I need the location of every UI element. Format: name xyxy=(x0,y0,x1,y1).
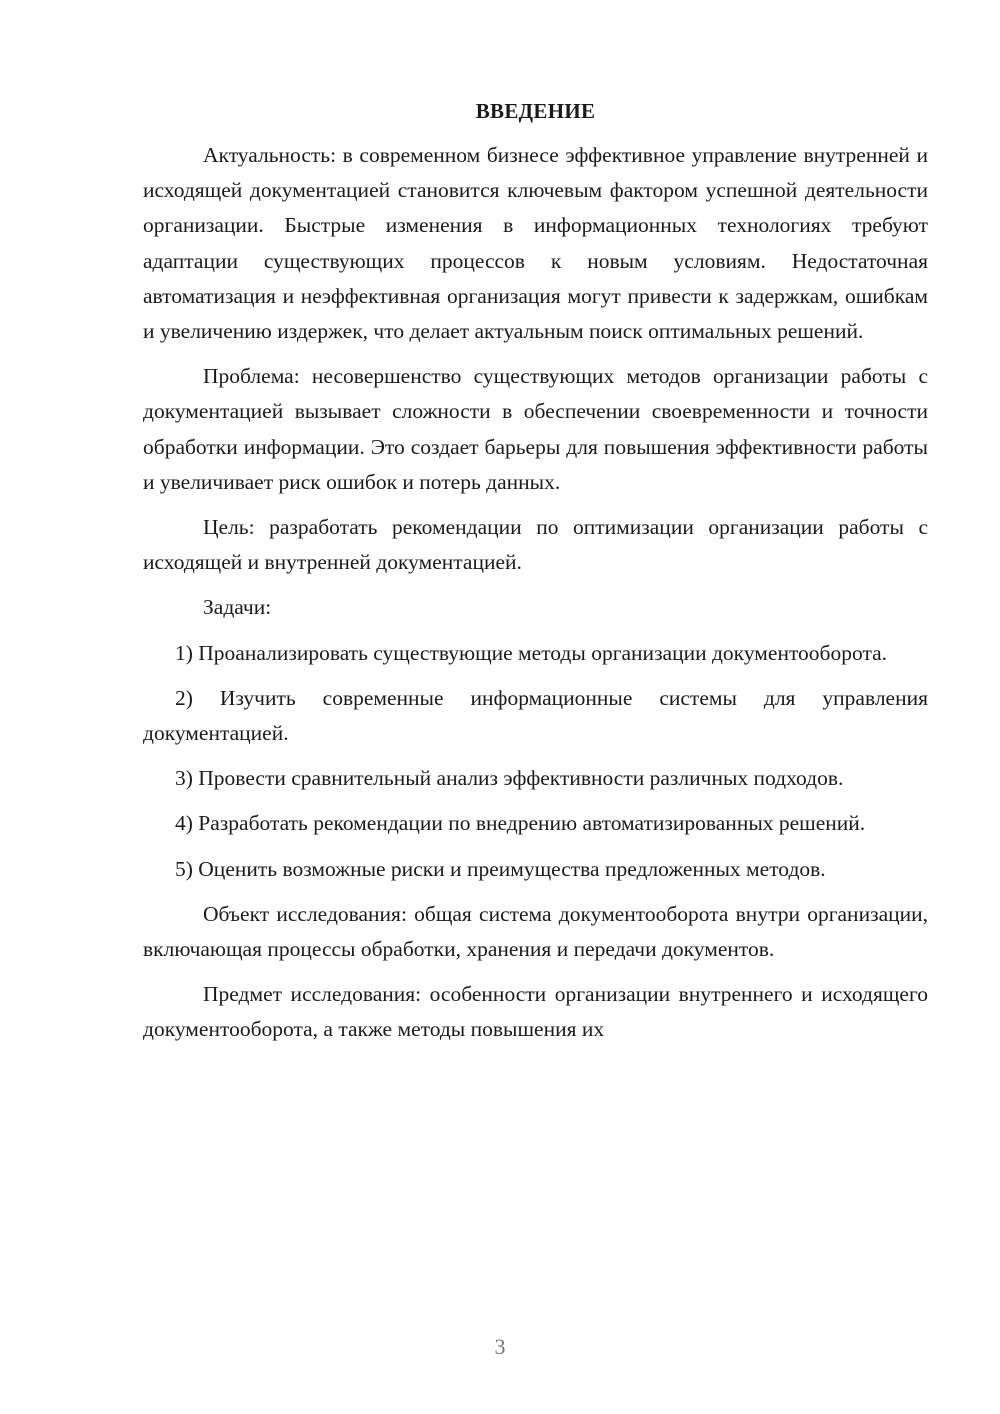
task-item-2: 2) Изучить современные информационные системы для управления документацией. xyxy=(143,685,928,746)
paragraph-relevance: Актуальность: в современном бизнесе эффективное управление внутренней и исходящей документацией становится ключевым фактором успешной деятельности организации. Быстрые изменения в информационных технологиях требуют адаптации существующих процессов к новым условиям. Недостаточная автоматизация и неэффективная организация могут привести к задержкам, ошибкам и увеличению издержек, что делает актуальным поиск оптимальных решений. xyxy=(143,143,928,344)
page-content xyxy=(143,96,928,1058)
page-number: 3 xyxy=(494,1334,506,1359)
task-item-5: 5) Оценить возможные риски и преимущества предложенных методов. xyxy=(175,856,826,881)
paragraph-goal: Цель: разработать рекомендации по оптимизации организации работы с исходящей и внутренней документацией. xyxy=(143,515,928,575)
task-item-1: 1) Проанализировать существующие методы организации документооборота. xyxy=(175,640,888,665)
tasks-heading: Задачи: xyxy=(203,595,272,620)
task-item-4: 4) Разработать рекомендации по внедрению автоматизированных решений. xyxy=(175,811,866,836)
task-item-3: 3) Провести сравнительный анализ эффективности различных подходов. xyxy=(175,766,844,791)
paragraph-object: Объект исследования: общая система документооборота внутри организации, включающая процессы обработки, хранения и передачи документов. xyxy=(143,901,928,962)
paragraph-subject: Предмет исследования: особенности организации внутреннего и исходящего документооборота, а также методы повышения их xyxy=(143,982,928,1042)
section-title: ВВЕДЕНИЕ xyxy=(475,99,596,123)
paragraph-problem: Проблема: несовершенство существующих методов организации работы с документацией вызывает сложности в обеспечении своевременности и точности обработки информации. Это создает барьеры для повышения эффективности работы и увеличивает риск ошибок и потерь данных. xyxy=(143,364,928,494)
